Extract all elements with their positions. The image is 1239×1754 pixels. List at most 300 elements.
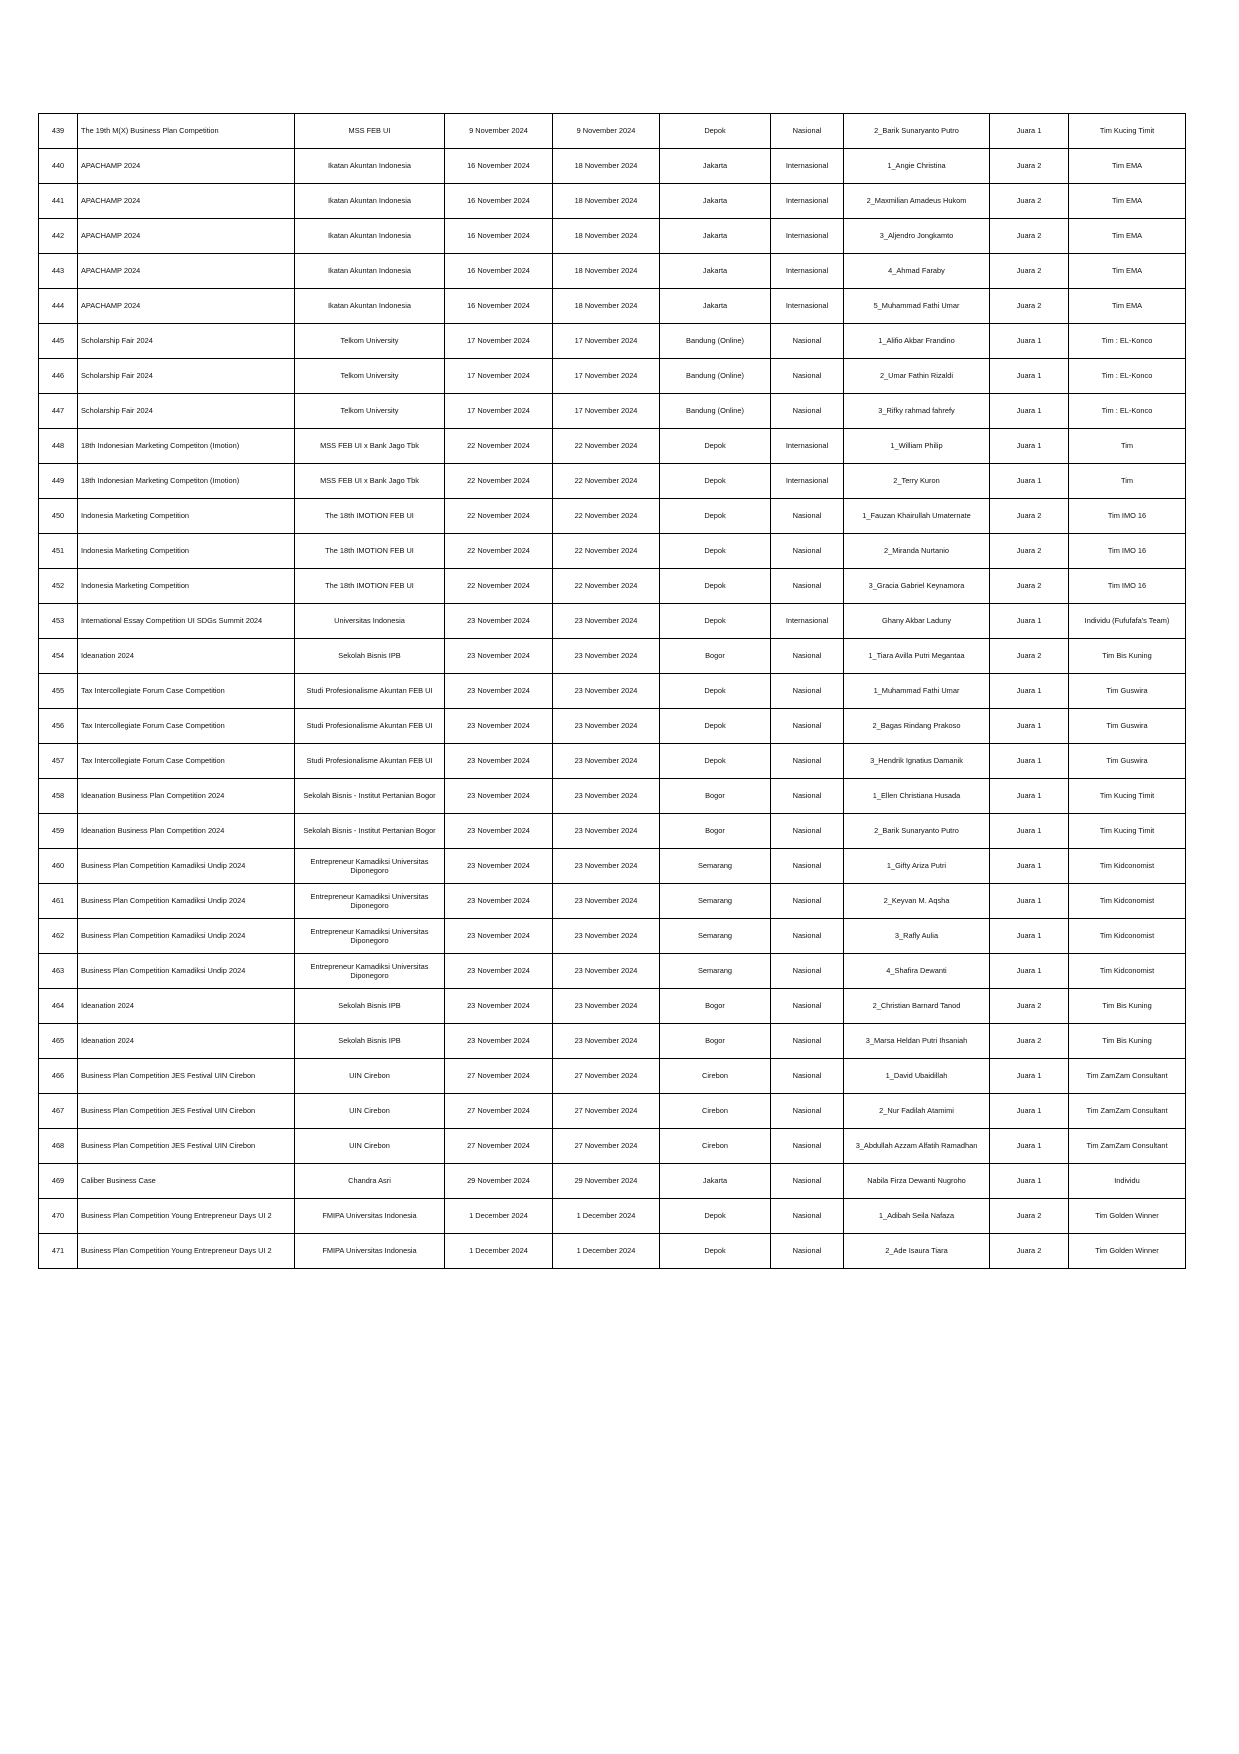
city-cell: Bandung (Online) (660, 324, 771, 359)
award-cell: Juara 1 (990, 849, 1069, 884)
row-number-cell: 465 (39, 1024, 78, 1059)
award-cell: Juara 2 (990, 534, 1069, 569)
end-date-cell: 1 December 2024 (553, 1199, 660, 1234)
team-name-cell: Tim Kucing Timit (1069, 779, 1186, 814)
end-date-cell: 17 November 2024 (553, 359, 660, 394)
level-cell: Nasional (771, 114, 844, 149)
start-date-cell: 27 November 2024 (445, 1129, 553, 1164)
competition-name-cell: Indonesia Marketing Competition (78, 534, 295, 569)
participant-name-cell: 2_Maxmilian Amadeus Hukom (844, 184, 990, 219)
row-number-cell: 461 (39, 884, 78, 919)
city-cell: Depok (660, 114, 771, 149)
award-cell: Juara 2 (990, 639, 1069, 674)
competition-name-cell: Business Plan Competition Kamadiksi Undip 2024 (78, 884, 295, 919)
competition-name-cell: Tax Intercollegiate Forum Case Competition (78, 709, 295, 744)
end-date-cell: 27 November 2024 (553, 1129, 660, 1164)
start-date-cell: 1 December 2024 (445, 1199, 553, 1234)
competition-name-cell: Business Plan Competition Young Entrepreneur Days UI 2 (78, 1234, 295, 1269)
table-row (39, 989, 1186, 1024)
table-row (39, 219, 1186, 254)
team-name-cell: Tim Bis Kuning (1069, 989, 1186, 1024)
row-number-cell: 459 (39, 814, 78, 849)
participant-name-cell: 1_Angie Christina (844, 149, 990, 184)
competition-name-cell: APACHAMP 2024 (78, 149, 295, 184)
team-name-cell: Tim Bis Kuning (1069, 1024, 1186, 1059)
table-row (39, 464, 1186, 499)
table-row (39, 954, 1186, 989)
competition-name-cell: Caliber Business Case (78, 1164, 295, 1199)
team-name-cell: Tim (1069, 464, 1186, 499)
level-cell: Nasional (771, 779, 844, 814)
award-cell: Juara 1 (990, 674, 1069, 709)
organizer-cell: Studi Profesionalisme Akuntan FEB UI (295, 709, 445, 744)
start-date-cell: 23 November 2024 (445, 604, 553, 639)
start-date-cell: 1 December 2024 (445, 1234, 553, 1269)
participant-name-cell: 2_Keyvan M. Aqsha (844, 884, 990, 919)
competition-name-cell: Business Plan Competition Kamadiksi Undip 2024 (78, 954, 295, 989)
city-cell: Depok (660, 429, 771, 464)
participant-name-cell: 3_Abdullah Azzam Alfatih Ramadhan (844, 1129, 990, 1164)
organizer-cell: Sekolah Bisnis IPB (295, 639, 445, 674)
table-row (39, 569, 1186, 604)
participant-name-cell: 3_Marsa Heldan Putri Ihsaniah (844, 1024, 990, 1059)
city-cell: Jakarta (660, 184, 771, 219)
start-date-cell: 22 November 2024 (445, 569, 553, 604)
city-cell: Bogor (660, 989, 771, 1024)
table-row (39, 1094, 1186, 1129)
row-number-cell: 457 (39, 744, 78, 779)
start-date-cell: 22 November 2024 (445, 534, 553, 569)
competition-name-cell: Business Plan Competition Kamadiksi Undip 2024 (78, 849, 295, 884)
city-cell: Depok (660, 569, 771, 604)
participant-name-cell: 2_Bagas Rindang Prakoso (844, 709, 990, 744)
end-date-cell: 27 November 2024 (553, 1059, 660, 1094)
table-row (39, 359, 1186, 394)
organizer-cell: FMIPA Universitas Indonesia (295, 1199, 445, 1234)
participant-name-cell: 3_Aljendro Jongkamto (844, 219, 990, 254)
row-number-cell: 468 (39, 1129, 78, 1164)
level-cell: Internasional (771, 429, 844, 464)
row-number-cell: 460 (39, 849, 78, 884)
table-row (39, 884, 1186, 919)
table-row (39, 1059, 1186, 1094)
organizer-cell: Entrepreneur Kamadiksi Universitas Diponegoro (295, 884, 445, 919)
team-name-cell: Tim ZamZam Consultant (1069, 1129, 1186, 1164)
organizer-cell: FMIPA Universitas Indonesia (295, 1234, 445, 1269)
row-number-cell: 445 (39, 324, 78, 359)
participant-name-cell: 4_Shafira Dewanti (844, 954, 990, 989)
award-cell: Juara 1 (990, 324, 1069, 359)
end-date-cell: 23 November 2024 (553, 709, 660, 744)
row-number-cell: 446 (39, 359, 78, 394)
team-name-cell: Tim EMA (1069, 149, 1186, 184)
team-name-cell: Tim (1069, 429, 1186, 464)
award-cell: Juara 2 (990, 254, 1069, 289)
level-cell: Nasional (771, 1059, 844, 1094)
city-cell: Depok (660, 604, 771, 639)
competition-name-cell: APACHAMP 2024 (78, 289, 295, 324)
city-cell: Jakarta (660, 219, 771, 254)
award-cell: Juara 2 (990, 184, 1069, 219)
organizer-cell: Ikatan Akuntan Indonesia (295, 254, 445, 289)
level-cell: Nasional (771, 1199, 844, 1234)
city-cell: Semarang (660, 849, 771, 884)
end-date-cell: 23 November 2024 (553, 744, 660, 779)
level-cell: Internasional (771, 149, 844, 184)
team-name-cell: Tim Kidconomist (1069, 954, 1186, 989)
team-name-cell: Tim Kidconomist (1069, 919, 1186, 954)
award-cell: Juara 2 (990, 149, 1069, 184)
start-date-cell: 17 November 2024 (445, 394, 553, 429)
award-cell: Juara 2 (990, 1199, 1069, 1234)
city-cell: Jakarta (660, 289, 771, 324)
competition-name-cell: 18th Indonesian Marketing Competiton (Imotion) (78, 429, 295, 464)
level-cell: Internasional (771, 254, 844, 289)
team-name-cell: Tim EMA (1069, 184, 1186, 219)
organizer-cell: Ikatan Akuntan Indonesia (295, 184, 445, 219)
competition-name-cell: APACHAMP 2024 (78, 219, 295, 254)
participant-name-cell: 2_Terry Kuron (844, 464, 990, 499)
award-cell: Juara 1 (990, 954, 1069, 989)
competition-name-cell: International Essay Competition UI SDGs Summit 2024 (78, 604, 295, 639)
city-cell: Depok (660, 534, 771, 569)
team-name-cell: Tim IMO 16 (1069, 569, 1186, 604)
participant-name-cell: 3_Hendrik Ignatius Damanik (844, 744, 990, 779)
start-date-cell: 16 November 2024 (445, 219, 553, 254)
award-cell: Juara 1 (990, 114, 1069, 149)
start-date-cell: 16 November 2024 (445, 289, 553, 324)
competition-name-cell: Ideanation 2024 (78, 1024, 295, 1059)
city-cell: Depok (660, 674, 771, 709)
start-date-cell: 23 November 2024 (445, 639, 553, 674)
row-number-cell: 449 (39, 464, 78, 499)
competition-name-cell: Business Plan Competition JES Festival UIN Cirebon (78, 1059, 295, 1094)
end-date-cell: 18 November 2024 (553, 219, 660, 254)
organizer-cell: Sekolah Bisnis IPB (295, 989, 445, 1024)
award-cell: Juara 1 (990, 604, 1069, 639)
organizer-cell: Studi Profesionalisme Akuntan FEB UI (295, 674, 445, 709)
end-date-cell: 22 November 2024 (553, 429, 660, 464)
competition-name-cell: Ideanation Business Plan Competition 2024 (78, 779, 295, 814)
competition-name-cell: 18th Indonesian Marketing Competiton (Imotion) (78, 464, 295, 499)
start-date-cell: 23 November 2024 (445, 709, 553, 744)
award-cell: Juara 1 (990, 814, 1069, 849)
level-cell: Nasional (771, 324, 844, 359)
competition-name-cell: Indonesia Marketing Competition (78, 499, 295, 534)
end-date-cell: 23 November 2024 (553, 604, 660, 639)
level-cell: Nasional (771, 919, 844, 954)
level-cell: Nasional (771, 1164, 844, 1199)
end-date-cell: 18 November 2024 (553, 289, 660, 324)
competition-name-cell: Tax Intercollegiate Forum Case Competition (78, 744, 295, 779)
level-cell: Nasional (771, 534, 844, 569)
start-date-cell: 23 November 2024 (445, 884, 553, 919)
row-number-cell: 470 (39, 1199, 78, 1234)
team-name-cell: Individu (1069, 1164, 1186, 1199)
participant-name-cell: 3_Rifky rahmad fahrefy (844, 394, 990, 429)
competition-name-cell: Scholarship Fair 2024 (78, 359, 295, 394)
competition-name-cell: Business Plan Competition Kamadiksi Undip 2024 (78, 919, 295, 954)
row-number-cell: 467 (39, 1094, 78, 1129)
team-name-cell: Tim IMO 16 (1069, 499, 1186, 534)
table-row (39, 1199, 1186, 1234)
start-date-cell: 23 November 2024 (445, 919, 553, 954)
participant-name-cell: 2_Miranda Nurtanio (844, 534, 990, 569)
table-row (39, 849, 1186, 884)
award-cell: Juara 2 (990, 1024, 1069, 1059)
city-cell: Cirebon (660, 1094, 771, 1129)
team-name-cell: Tim Golden Winner (1069, 1234, 1186, 1269)
start-date-cell: 23 November 2024 (445, 674, 553, 709)
end-date-cell: 23 November 2024 (553, 814, 660, 849)
table-row (39, 814, 1186, 849)
city-cell: Depok (660, 499, 771, 534)
team-name-cell: Tim Guswira (1069, 674, 1186, 709)
city-cell: Depok (660, 1199, 771, 1234)
city-cell: Bogor (660, 779, 771, 814)
team-name-cell: Tim Guswira (1069, 709, 1186, 744)
team-name-cell: Tim EMA (1069, 289, 1186, 324)
city-cell: Semarang (660, 919, 771, 954)
level-cell: Nasional (771, 814, 844, 849)
row-number-cell: 453 (39, 604, 78, 639)
competition-name-cell: Ideanation Business Plan Competition 2024 (78, 814, 295, 849)
organizer-cell: UIN Cirebon (295, 1129, 445, 1164)
row-number-cell: 444 (39, 289, 78, 324)
city-cell: Bandung (Online) (660, 359, 771, 394)
award-cell: Juara 1 (990, 464, 1069, 499)
end-date-cell: 23 November 2024 (553, 849, 660, 884)
row-number-cell: 456 (39, 709, 78, 744)
award-cell: Juara 2 (990, 989, 1069, 1024)
city-cell: Depok (660, 464, 771, 499)
level-cell: Nasional (771, 989, 844, 1024)
table-row (39, 674, 1186, 709)
level-cell: Nasional (771, 849, 844, 884)
row-number-cell: 447 (39, 394, 78, 429)
organizer-cell: The 18th IMOTION FEB UI (295, 569, 445, 604)
row-number-cell: 441 (39, 184, 78, 219)
participant-name-cell: 1_Ellen Christiana Husada (844, 779, 990, 814)
row-number-cell: 443 (39, 254, 78, 289)
competition-name-cell: Scholarship Fair 2024 (78, 394, 295, 429)
organizer-cell: Ikatan Akuntan Indonesia (295, 289, 445, 324)
organizer-cell: Sekolah Bisnis - Institut Pertanian Bogor (295, 779, 445, 814)
level-cell: Nasional (771, 709, 844, 744)
organizer-cell: MSS FEB UI x Bank Jago Tbk (295, 429, 445, 464)
award-cell: Juara 2 (990, 569, 1069, 604)
organizer-cell: Universitas Indonesia (295, 604, 445, 639)
table-row (39, 604, 1186, 639)
city-cell: Bogor (660, 639, 771, 674)
start-date-cell: 23 November 2024 (445, 954, 553, 989)
row-number-cell: 448 (39, 429, 78, 464)
start-date-cell: 23 November 2024 (445, 989, 553, 1024)
row-number-cell: 471 (39, 1234, 78, 1269)
competition-name-cell: APACHAMP 2024 (78, 254, 295, 289)
end-date-cell: 17 November 2024 (553, 394, 660, 429)
row-number-cell: 440 (39, 149, 78, 184)
level-cell: Nasional (771, 674, 844, 709)
award-cell: Juara 1 (990, 779, 1069, 814)
participant-name-cell: 1_Fauzan Khairullah Umaternate (844, 499, 990, 534)
competition-name-cell: Business Plan Competition JES Festival UIN Cirebon (78, 1094, 295, 1129)
team-name-cell: Tim EMA (1069, 254, 1186, 289)
participant-name-cell: 3_Gracia Gabriel Keynamora (844, 569, 990, 604)
competition-name-cell: Business Plan Competition JES Festival UIN Cirebon (78, 1129, 295, 1164)
city-cell: Semarang (660, 884, 771, 919)
participant-name-cell: 1_Adibah Seila Nafaza (844, 1199, 990, 1234)
level-cell: Nasional (771, 884, 844, 919)
start-date-cell: 16 November 2024 (445, 184, 553, 219)
start-date-cell: 17 November 2024 (445, 359, 553, 394)
competition-name-cell: Ideanation 2024 (78, 639, 295, 674)
start-date-cell: 23 November 2024 (445, 744, 553, 779)
start-date-cell: 9 November 2024 (445, 114, 553, 149)
start-date-cell: 16 November 2024 (445, 149, 553, 184)
end-date-cell: 29 November 2024 (553, 1164, 660, 1199)
organizer-cell: MSS FEB UI (295, 114, 445, 149)
award-cell: Juara 1 (990, 394, 1069, 429)
award-cell: Juara 1 (990, 1059, 1069, 1094)
achievements-table (38, 113, 1186, 1269)
table-row (39, 534, 1186, 569)
row-number-cell: 442 (39, 219, 78, 254)
city-cell: Bogor (660, 814, 771, 849)
table-row (39, 779, 1186, 814)
row-number-cell: 462 (39, 919, 78, 954)
organizer-cell: Entrepreneur Kamadiksi Universitas Diponegoro (295, 849, 445, 884)
row-number-cell: 455 (39, 674, 78, 709)
organizer-cell: Entrepreneur Kamadiksi Universitas Diponegoro (295, 919, 445, 954)
team-name-cell: Tim IMO 16 (1069, 534, 1186, 569)
participant-name-cell: 2_Umar Fathin Rizaldi (844, 359, 990, 394)
level-cell: Nasional (771, 394, 844, 429)
start-date-cell: 29 November 2024 (445, 1164, 553, 1199)
end-date-cell: 22 November 2024 (553, 534, 660, 569)
row-number-cell: 458 (39, 779, 78, 814)
start-date-cell: 16 November 2024 (445, 254, 553, 289)
award-cell: Juara 2 (990, 219, 1069, 254)
competition-name-cell: APACHAMP 2024 (78, 184, 295, 219)
city-cell: Depok (660, 1234, 771, 1269)
organizer-cell: Ikatan Akuntan Indonesia (295, 149, 445, 184)
end-date-cell: 23 November 2024 (553, 674, 660, 709)
organizer-cell: Sekolah Bisnis - Institut Pertanian Bogor (295, 814, 445, 849)
award-cell: Juara 1 (990, 1164, 1069, 1199)
team-name-cell: Tim : EL-Konco (1069, 324, 1186, 359)
end-date-cell: 22 November 2024 (553, 464, 660, 499)
city-cell: Depok (660, 709, 771, 744)
end-date-cell: 23 November 2024 (553, 1024, 660, 1059)
team-name-cell: Tim ZamZam Consultant (1069, 1059, 1186, 1094)
team-name-cell: Tim EMA (1069, 219, 1186, 254)
level-cell: Internasional (771, 289, 844, 324)
end-date-cell: 9 November 2024 (553, 114, 660, 149)
award-cell: Juara 1 (990, 1094, 1069, 1129)
organizer-cell: Telkom University (295, 359, 445, 394)
team-name-cell: Tim Guswira (1069, 744, 1186, 779)
level-cell: Internasional (771, 219, 844, 254)
end-date-cell: 18 November 2024 (553, 184, 660, 219)
team-name-cell: Tim : EL-Konco (1069, 359, 1186, 394)
end-date-cell: 23 November 2024 (553, 884, 660, 919)
participant-name-cell: 2_Ade Isaura Tiara (844, 1234, 990, 1269)
row-number-cell: 463 (39, 954, 78, 989)
end-date-cell: 18 November 2024 (553, 149, 660, 184)
city-cell: Cirebon (660, 1059, 771, 1094)
participant-name-cell: 4_Ahmad Faraby (844, 254, 990, 289)
participant-name-cell: 2_Nur Fadilah Atamimi (844, 1094, 990, 1129)
end-date-cell: 23 November 2024 (553, 919, 660, 954)
team-name-cell: Tim Kucing Timit (1069, 114, 1186, 149)
end-date-cell: 1 December 2024 (553, 1234, 660, 1269)
award-cell: Juara 1 (990, 744, 1069, 779)
end-date-cell: 23 November 2024 (553, 639, 660, 674)
award-cell: Juara 1 (990, 884, 1069, 919)
start-date-cell: 22 November 2024 (445, 499, 553, 534)
table-row (39, 289, 1186, 324)
end-date-cell: 18 November 2024 (553, 254, 660, 289)
award-cell: Juara 1 (990, 359, 1069, 394)
city-cell: Semarang (660, 954, 771, 989)
team-name-cell: Tim : EL-Konco (1069, 394, 1186, 429)
level-cell: Nasional (771, 499, 844, 534)
team-name-cell: Tim Bis Kuning (1069, 639, 1186, 674)
participant-name-cell: 1_David Ubaidillah (844, 1059, 990, 1094)
competition-name-cell: The 19th M(X) Business Plan Competition (78, 114, 295, 149)
document-page (38, 113, 1186, 1269)
organizer-cell: The 18th IMOTION FEB UI (295, 534, 445, 569)
city-cell: Depok (660, 744, 771, 779)
team-name-cell: Tim Kidconomist (1069, 884, 1186, 919)
level-cell: Internasional (771, 604, 844, 639)
award-cell: Juara 1 (990, 1129, 1069, 1164)
row-number-cell: 451 (39, 534, 78, 569)
end-date-cell: 23 November 2024 (553, 779, 660, 814)
start-date-cell: 23 November 2024 (445, 1024, 553, 1059)
level-cell: Nasional (771, 954, 844, 989)
city-cell: Cirebon (660, 1129, 771, 1164)
start-date-cell: 17 November 2024 (445, 324, 553, 359)
competition-name-cell: Business Plan Competition Young Entrepreneur Days UI 2 (78, 1199, 295, 1234)
start-date-cell: 23 November 2024 (445, 849, 553, 884)
row-number-cell: 466 (39, 1059, 78, 1094)
city-cell: Jakarta (660, 149, 771, 184)
participant-name-cell: 5_Muhammad Fathi Umar (844, 289, 990, 324)
participant-name-cell: 2_Barik Sunaryanto Putro (844, 814, 990, 849)
table-row (39, 324, 1186, 359)
competition-name-cell: Indonesia Marketing Competition (78, 569, 295, 604)
team-name-cell: Tim Kidconomist (1069, 849, 1186, 884)
end-date-cell: 22 November 2024 (553, 569, 660, 604)
row-number-cell: 464 (39, 989, 78, 1024)
table-row (39, 429, 1186, 464)
level-cell: Nasional (771, 359, 844, 394)
table-row (39, 1234, 1186, 1269)
end-date-cell: 23 November 2024 (553, 989, 660, 1024)
organizer-cell: Studi Profesionalisme Akuntan FEB UI (295, 744, 445, 779)
row-number-cell: 469 (39, 1164, 78, 1199)
team-name-cell: Tim Golden Winner (1069, 1199, 1186, 1234)
table-row (39, 1024, 1186, 1059)
level-cell: Nasional (771, 639, 844, 674)
competition-name-cell: Tax Intercollegiate Forum Case Competition (78, 674, 295, 709)
organizer-cell: Sekolah Bisnis IPB (295, 1024, 445, 1059)
level-cell: Nasional (771, 1024, 844, 1059)
end-date-cell: 17 November 2024 (553, 324, 660, 359)
participant-name-cell: 1_Alifio Akbar Frandino (844, 324, 990, 359)
